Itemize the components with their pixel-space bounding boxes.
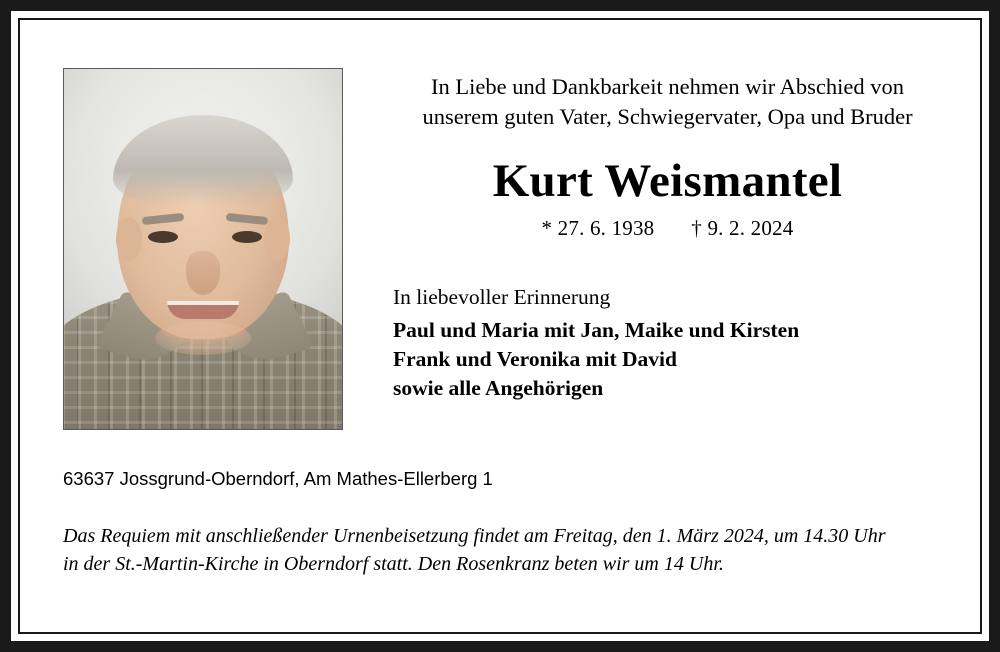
photo-eye-left <box>148 231 178 243</box>
intro-line-1: In Liebe und Dankbarkeit nehmen wir Abschied von <box>431 74 904 99</box>
family-list <box>393 316 948 403</box>
family-line-3: sowie alle Angehörigen <box>393 376 604 401</box>
photo-nose <box>186 251 220 295</box>
family-line-1: Paul und Maria mit Jan, Maike und Kirsten <box>393 318 800 343</box>
portrait-frame <box>63 68 343 430</box>
portrait-container <box>63 68 345 430</box>
intro-text <box>387 72 948 132</box>
photo-chin <box>155 321 251 355</box>
deceased-name: Kurt Weismantel <box>492 154 843 207</box>
text-column <box>345 62 948 403</box>
memory-lead: In liebevoller Erinnerung <box>393 285 611 310</box>
memory-block <box>387 285 948 403</box>
service-details <box>63 522 948 579</box>
service-details-line-1: Das Requiem mit anschließender Urnenbeisetzung findet am Freitag, den 1. März 2024, um 14.30 Uhr <box>63 525 886 547</box>
family-line-2: Frank und Veronika mit David <box>393 347 677 372</box>
top-section <box>52 62 948 430</box>
photo-mouth <box>167 301 239 319</box>
photo-ear-right <box>264 217 290 261</box>
portrait-photo <box>64 69 342 429</box>
intro-line-2: unserem guten Vater, Schwiegervater, Opa und Bruder <box>422 103 913 129</box>
photo-ear-left <box>116 217 142 261</box>
photo-eye-right <box>232 231 262 243</box>
notice-content <box>20 20 980 632</box>
life-dates <box>387 216 948 241</box>
death-date: † 9. 2. 2024 <box>691 216 794 241</box>
birth-date: * 27. 6. 1938 <box>541 216 655 241</box>
service-details-line-2: in der St.-Martin-Kirche in Oberndorf statt. Den Rosenkranz beten wir um 14 Uhr. <box>63 553 724 576</box>
address-line: 63637 Jossgrund-Oberndorf, Am Mathes-Ellerberg 1 <box>63 468 493 489</box>
